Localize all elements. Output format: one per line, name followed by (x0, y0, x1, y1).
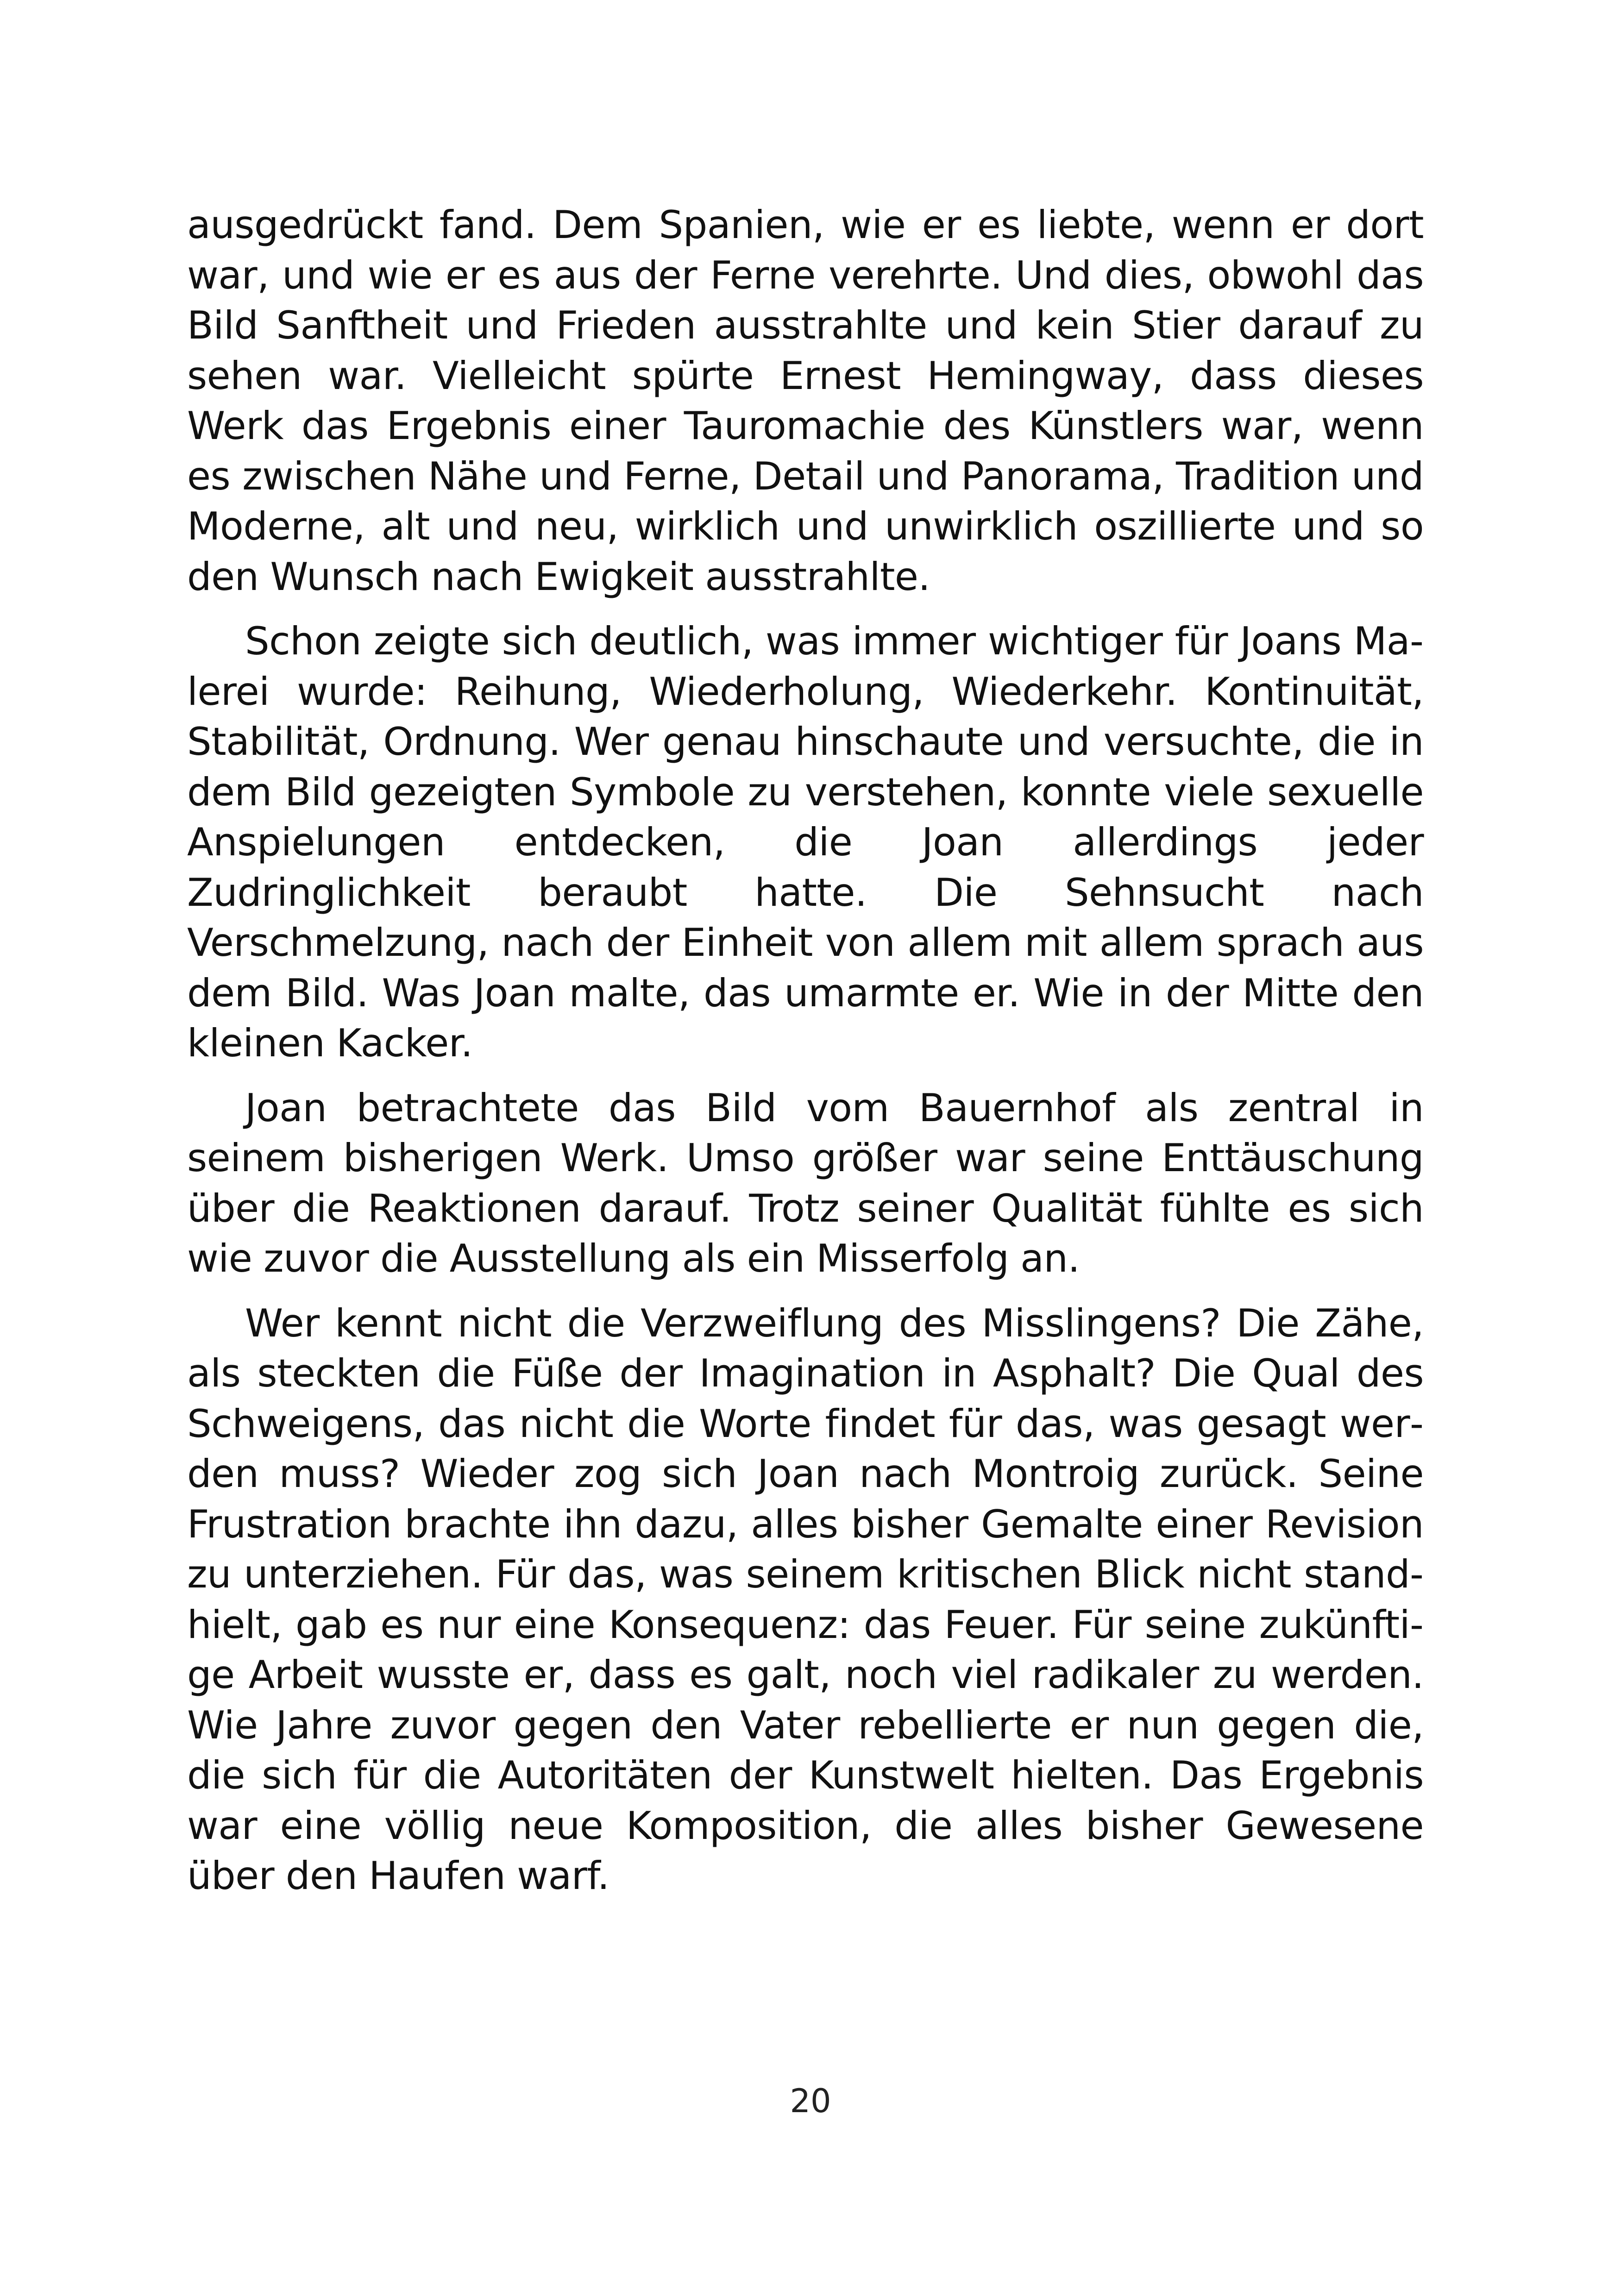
paragraph-1: ausgedrückt fand. Dem Spanien, wie er es liebte, wenn er dort war, und wie er es aus der Ferne verehrte. Und dies, obwohl das Bild Sanftheit und Frieden ausstrahlte und kein Stier darauf zu sehen war. Vielleicht spürte Ernest Hemingway, dass dieses Werk das Ergebnis einer Tauromachie des Künstlers war, wenn es zwischen Nähe und Ferne, Detail und Panorama, Tradition und Moderne, alt und neu, wirklich und unwirklich oszillierte und so den Wunsch nach Ewigkeit ausstrahlte. (187, 202, 1424, 599)
paragraph-2: Schon zeigte sich deutlich, was immer wichtiger für Joans Malerei wurde: Reihung, Wiederholung, Wiederkehr. Kontinuität, Stabilität, Ordnung. Wer genau hinschaute und versuchte, die in dem Bild gezeigten Symbole zu verstehen, konnte viele sexuelle Anspielungen entdecken, die Joan allerdings jeder Zudringlichkeit beraubt hatte. Die Sehnsucht nach Verschmelzung, nach der Einheit von allem mit allem sprach aus dem Bild. Was Joan malte, das umarmte er. Wie in der Mitte den kleinen Kacker. (187, 619, 1424, 1066)
page-number: 20 (790, 2082, 831, 2120)
paragraph-4: Wer kennt nicht die Verzweiflung des Misslingens? Die Zähe, als steckten die Füße der Imagination in Asphalt? Die Qual des Schweigens, das nicht die Worte findet für das, was gesagt werden muss? Wieder zog sich Joan nach Montroig zurück. Seine Frustration brachte ihn dazu, alles bisher Gemalte einer Revision zu unterziehen. Für das, was seinem kritischen Blick nicht standhielt, gab es nur eine Konsequenz: das Feuer. Für seine zukünftige Arbeit wusste er, dass es galt, noch viel radikaler zu werden. Wie Jahre zuvor gegen den Vater rebellierte er nun gegen die, die sich für die Autoritäten der Kunstwelt hielten. Das Ergebnis war eine völlig neue Komposition, die alles bisher Gewesene über den Haufen warf. (187, 1300, 1424, 1898)
body-text (187, 200, 1424, 1901)
paragraph-3: Joan betrachtete das Bild vom Bauernhof als zentral in seinem bisherigen Werk. Umso größer war seine Enttäuschung über die Reaktionen darauf. Trotz seiner Qualität fühlte es sich wie zuvor die Ausstellung als ein Misserfolg an. (187, 1085, 1424, 1281)
